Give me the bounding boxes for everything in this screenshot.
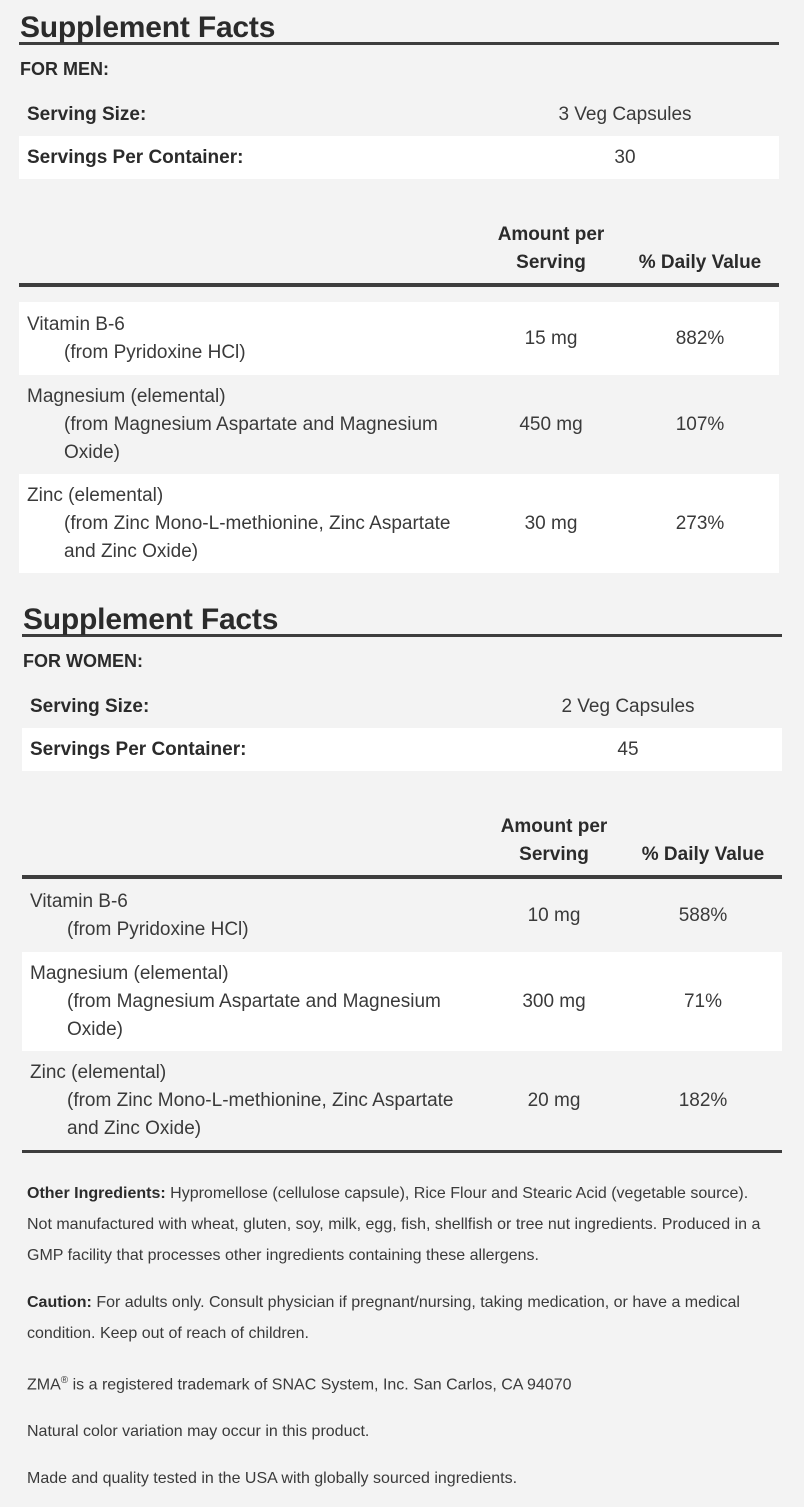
nutrient-daily-value: 882% bbox=[675, 327, 725, 349]
nutrient-source: (from Magnesium Aspartate and Magnesium Oxide) bbox=[64, 413, 438, 463]
serving-size-row bbox=[19, 93, 779, 136]
daily-value-header: % Daily Value bbox=[641, 844, 765, 865]
panel-title: Supplement Facts bbox=[19, 0, 779, 45]
nutrient-source: (from Zinc Mono-L-methionine, Zinc Aspartate and Zinc Oxide) bbox=[67, 1089, 454, 1139]
nutrient-daily-value: 273% bbox=[675, 512, 725, 534]
nutrient-name: Magnesium (elemental) bbox=[27, 385, 226, 407]
nutrient-name: Zinc (elemental) bbox=[27, 484, 164, 506]
nutrient-row bbox=[19, 302, 779, 375]
nutrient-amount: 30 mg bbox=[524, 512, 578, 534]
bottom-rule bbox=[22, 1150, 782, 1153]
servings-per-container-value: 45 bbox=[617, 738, 639, 760]
nutrient-amount: 10 mg bbox=[527, 904, 581, 926]
nutrient-daily-value: 107% bbox=[675, 413, 725, 435]
nutrient-row bbox=[19, 375, 779, 474]
servings-per-container-value: 30 bbox=[614, 146, 636, 168]
nutrient-daily-value: 588% bbox=[678, 904, 728, 926]
nutrient-source: (from Pyridoxine HCl) bbox=[64, 341, 246, 363]
amount-per-serving-header: Amount per Serving bbox=[500, 816, 608, 865]
nutrient-row bbox=[22, 952, 782, 1051]
nutrient-source: (from Zinc Mono-L-methionine, Zinc Aspartate and Zinc Oxide) bbox=[64, 512, 451, 562]
nutrient-daily-value: 182% bbox=[678, 1089, 728, 1111]
daily-value-header: % Daily Value bbox=[638, 252, 762, 273]
nutrient-row bbox=[19, 474, 779, 573]
nutrient-amount: 450 mg bbox=[519, 413, 583, 435]
nutrient-daily-value: 71% bbox=[683, 990, 723, 1012]
supplement-facts-men bbox=[19, 0, 779, 573]
nutrient-name: Magnesium (elemental) bbox=[30, 962, 229, 984]
trademark-statement: ZMA® is a registered trademark of SNAC System, Inc. San Carlos, CA 94070 bbox=[27, 1375, 572, 1394]
made-in-statement: Made and quality tested in the USA with globally sourced ingredients. bbox=[27, 1470, 518, 1488]
panel-title: Supplement Facts bbox=[22, 592, 782, 637]
allergen-statement: Not manufactured with wheat, gluten, soy, milk, egg, fish, shellfish or tree nut ingredients. Produced in a GMP facility that processes other ingredients containing these allergens. bbox=[27, 1216, 761, 1264]
servings-per-container-label: Servings Per Container: bbox=[27, 146, 244, 168]
nutrient-row bbox=[22, 879, 782, 952]
nutrient-source: (from Magnesium Aspartate and Magnesium Oxide) bbox=[67, 990, 441, 1040]
other-ingredients: Other Ingredients: Hypromellose (cellulose capsule), Rice Flour and Stearic Acid (vegetable source). bbox=[27, 1185, 749, 1202]
nutrient-name: Zinc (elemental) bbox=[30, 1061, 167, 1083]
product-notes bbox=[27, 1178, 792, 1494]
nutrient-amount: 15 mg bbox=[524, 327, 578, 349]
serving-size-value: 2 Veg Capsules bbox=[561, 695, 695, 717]
nutrient-source: (from Pyridoxine HCl) bbox=[67, 918, 249, 940]
table-header bbox=[19, 215, 779, 287]
nutrient-row bbox=[22, 1051, 782, 1150]
serving-size-label: Serving Size: bbox=[27, 103, 147, 125]
nutrient-name: Vitamin B-6 bbox=[27, 313, 125, 335]
nutrient-name: Vitamin B-6 bbox=[30, 890, 128, 912]
color-variation-note: Natural color variation may occur in this product. bbox=[27, 1423, 370, 1441]
servings-per-container-row bbox=[19, 136, 779, 179]
audience-label: FOR MEN: bbox=[20, 59, 109, 79]
serving-size-row bbox=[22, 685, 782, 728]
serving-size-label: Serving Size: bbox=[30, 695, 150, 717]
serving-size-value: 3 Veg Capsules bbox=[558, 103, 692, 125]
table-header bbox=[22, 807, 782, 879]
servings-per-container-row bbox=[22, 728, 782, 771]
supplement-facts-women bbox=[22, 592, 782, 1153]
nutrient-amount: 20 mg bbox=[527, 1089, 581, 1111]
nutrient-amount: 300 mg bbox=[522, 990, 586, 1012]
audience-label: FOR WOMEN: bbox=[23, 651, 143, 671]
caution-statement: Caution: For adults only. Consult physician if pregnant/nursing, taking medication, or have a medical condition. Keep out of reach of children. bbox=[27, 1294, 740, 1342]
servings-per-container-label: Servings Per Container: bbox=[30, 738, 247, 760]
amount-per-serving-header: Amount per Serving bbox=[497, 224, 605, 273]
